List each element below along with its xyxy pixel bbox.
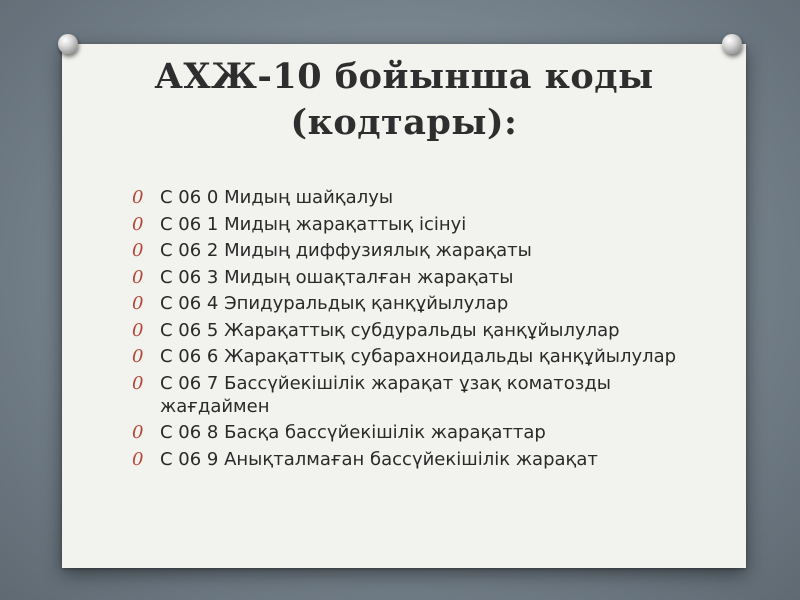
list-item-text: С 06 2 Мидың диффузиялық жарақаты (160, 240, 532, 261)
list-item-text: С 06 3 Мидың ошақталған жарақаты (160, 266, 514, 288)
list-item-text: С 06 1 Мидың жарақаттық ісінуі (160, 213, 467, 235)
code-list (132, 186, 712, 474)
bullet-marker-icon: 0 (132, 187, 144, 208)
bullet-marker-icon: 0 (132, 422, 144, 443)
bullet-marker-icon: 0 (132, 213, 144, 235)
bullet-marker-icon: 0 (132, 346, 144, 367)
list-item-text: С 06 7 Бассүйекішілік жарақат ұзақ коматозды жағдаймен (160, 372, 612, 417)
bullet-marker-icon: 0 (132, 293, 144, 314)
pushpin-icon (58, 34, 78, 54)
list-item-text: С 06 0 Мидың шайқалуы (160, 187, 394, 208)
list-item-text: С 06 6 Жарақаттық субарахноидальды қанқұйылулар (160, 346, 677, 367)
pushpin-icon (722, 34, 742, 54)
list-item-text: С 06 8 Басқа бассүйекішілік жарақаттар (160, 422, 546, 443)
slide-title-line-2: (кодтары): (290, 102, 518, 143)
list-item-text: С 06 4 Эпидуральдық қанқұйылулар (160, 293, 509, 314)
list-item (132, 292, 712, 315)
list-item (132, 186, 712, 209)
list-item (132, 319, 712, 342)
bullet-marker-icon: 0 (132, 266, 144, 288)
bullet-marker-icon: 0 (132, 240, 144, 261)
list-item (132, 421, 712, 444)
list-item (132, 345, 712, 368)
list-item (132, 448, 712, 471)
list-item-text: С 06 9 Анықталмаған бассүйекішілік жарақат (160, 448, 598, 470)
list-item (132, 239, 712, 262)
slide-title-line-1: АХЖ-10 бойынша коды (154, 56, 654, 97)
bullet-marker-icon: 0 (132, 448, 144, 470)
bullet-marker-icon: 0 (132, 372, 144, 394)
list-item (132, 266, 712, 289)
list-item (132, 213, 712, 236)
list-item-text: С 06 5 Жарақаттық субдуральды қанқұйылулар (160, 319, 620, 341)
slide-title (62, 54, 746, 146)
bullet-marker-icon: 0 (132, 319, 144, 341)
list-item (132, 372, 712, 418)
